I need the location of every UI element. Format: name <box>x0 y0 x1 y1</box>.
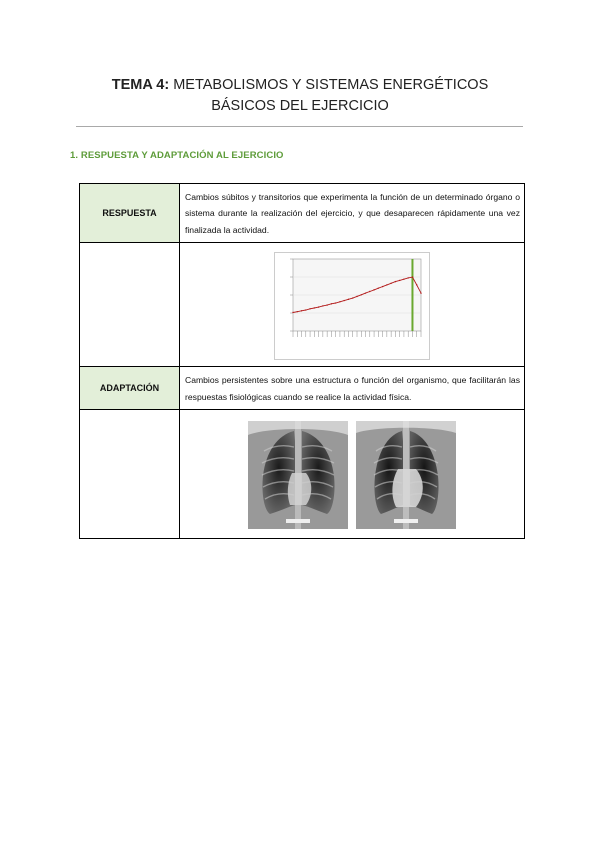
data-point <box>390 283 391 284</box>
data-point <box>395 281 396 282</box>
data-point <box>314 307 315 308</box>
data-point <box>309 308 310 309</box>
data-point <box>318 306 319 307</box>
data-point <box>420 292 421 293</box>
data-point <box>339 301 340 302</box>
data-point <box>352 297 353 298</box>
data-point <box>378 288 379 289</box>
xray-pair <box>180 421 524 529</box>
data-point <box>348 299 349 300</box>
data-point <box>322 305 323 306</box>
data-point <box>326 304 327 305</box>
data-point <box>344 300 345 301</box>
row-description-adaptacion: Cambios persistentes sobre una estructura o función del organismo, que facilitarán las respuestas fisiológicas cuando se realice la actividad física. <box>180 367 525 410</box>
table-row <box>80 367 525 410</box>
concepts-table <box>79 183 525 539</box>
data-point <box>416 284 417 285</box>
data-point <box>382 286 383 287</box>
table-row <box>80 184 525 243</box>
row-label-adaptacion: ADAPTACIÓN <box>80 367 180 410</box>
row-label-respuesta: RESPUESTA <box>80 184 180 243</box>
data-point <box>369 291 370 292</box>
data-point <box>335 302 336 303</box>
table-row <box>80 410 525 539</box>
data-point <box>412 276 413 277</box>
title-rest: METABOLISMOS Y SISTEMAS ENERGÉTICOS <box>169 77 489 93</box>
data-point <box>386 284 387 285</box>
data-point <box>408 277 409 278</box>
empty-cell <box>80 243 180 367</box>
row-description-respuesta: Cambios súbitos y transitorios que experimenta la función de un determinado órgano o sistema durante la realización del ejercicio, y que desaparecen rápidamente una vez finalizada la actividad. <box>180 184 525 243</box>
chart-cell <box>180 243 525 367</box>
page-title <box>0 75 600 117</box>
data-point <box>403 278 404 279</box>
data-point <box>356 296 357 297</box>
data-point <box>331 303 332 304</box>
xray-cell <box>180 410 525 539</box>
data-point <box>361 294 362 295</box>
section-heading: 1. RESPUESTA Y ADAPTACIÓN AL EJERCICIO <box>70 150 284 161</box>
table-row <box>80 243 525 367</box>
data-point <box>301 310 302 311</box>
data-point <box>297 311 298 312</box>
title-bold: TEMA 4: <box>111 77 170 93</box>
title-line2: BÁSICOS DEL EJERCICIO <box>211 98 389 114</box>
data-point <box>292 312 293 313</box>
chest-xray-image <box>248 421 348 529</box>
heart-rate-chart <box>274 252 430 360</box>
data-point <box>305 309 306 310</box>
data-point <box>365 292 366 293</box>
data-point <box>399 280 400 281</box>
title-divider <box>76 126 523 127</box>
empty-cell <box>80 410 180 539</box>
chart-svg <box>275 253 429 359</box>
data-point <box>373 289 374 290</box>
chest-xray-image <box>356 421 456 529</box>
